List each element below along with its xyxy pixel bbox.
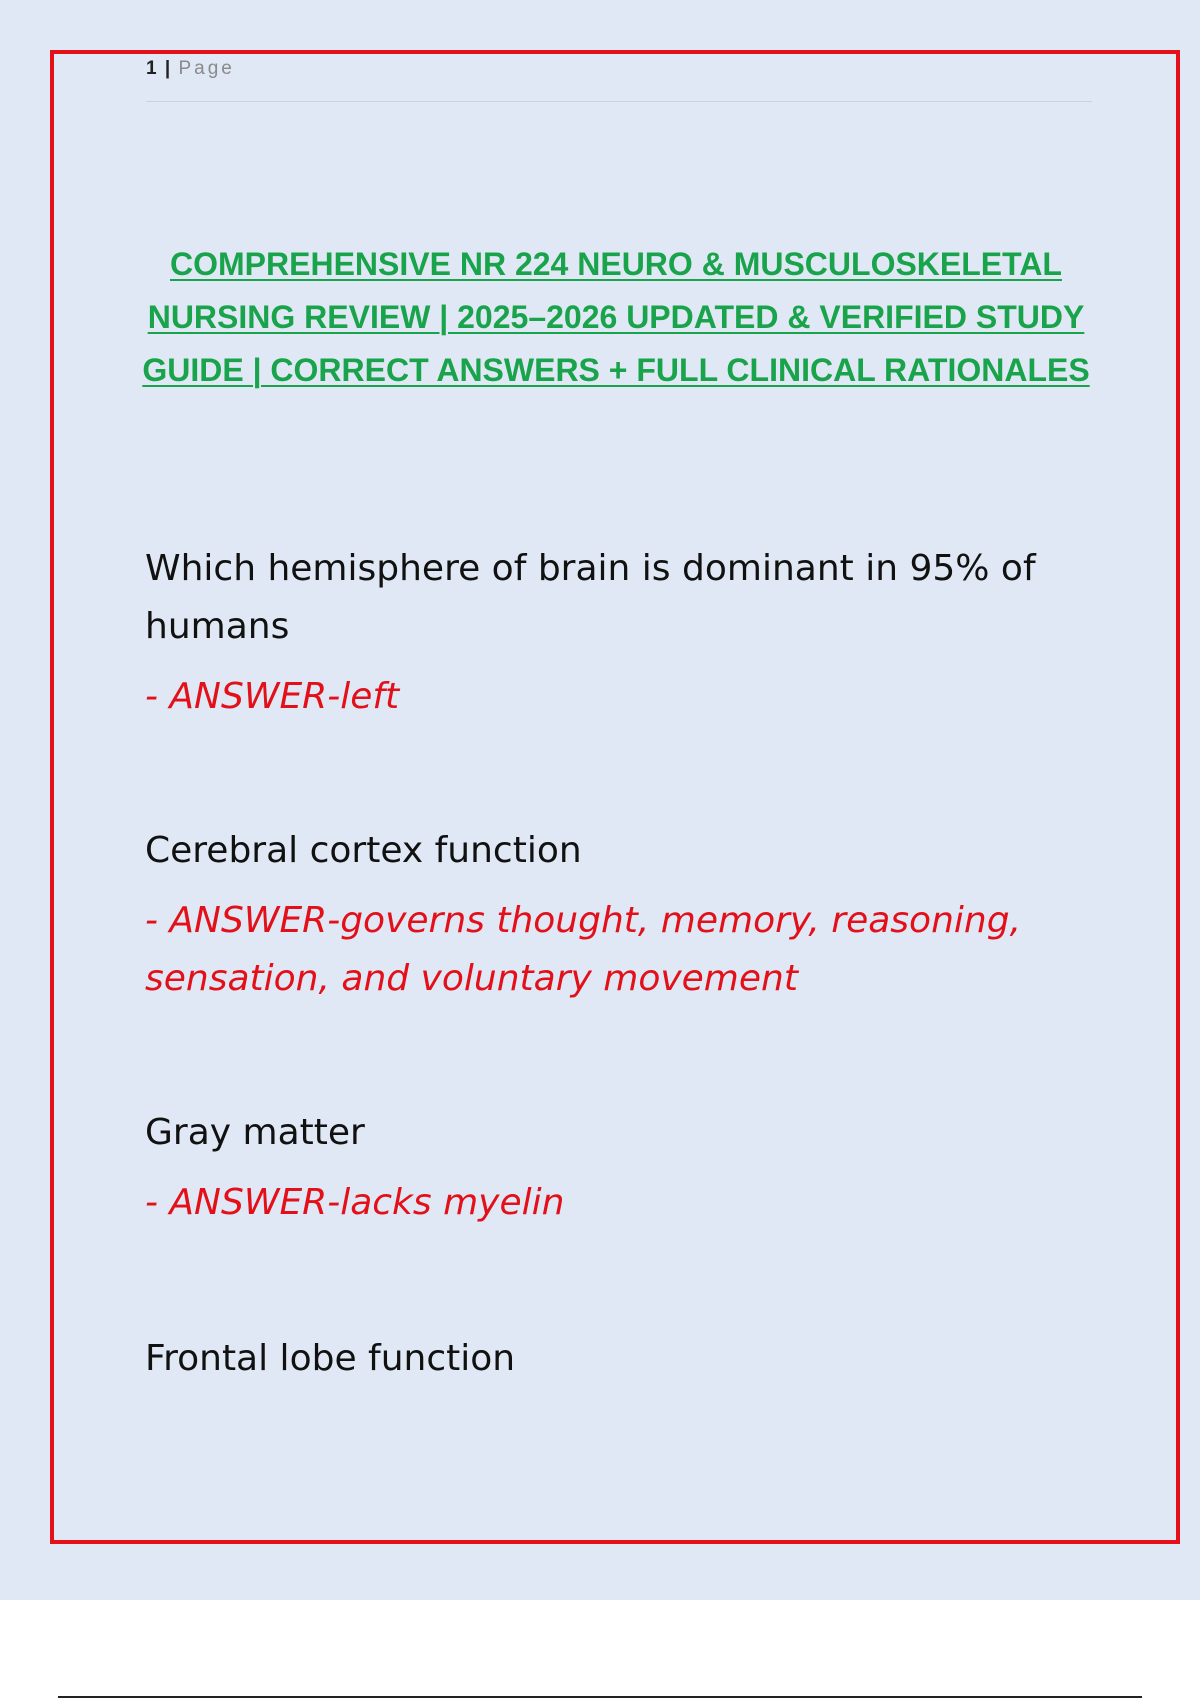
bottom-divider [58,1696,1142,1698]
qa-item-3 [145,1104,1095,1232]
page-number: 1 [146,58,157,79]
document-title: COMPREHENSIVE NR 224 NEURO & MUSCULOSKELETAL NURSING REVIEW | 2025–2026 UPDATED & VERIFIED STUDY GUIDE | CORRECT ANSWERS + FULL CLINICAL RATIONALES [142,246,1090,388]
qa-item-1 [145,540,1095,726]
qa-item-2 [145,822,1095,1008]
header-divider [146,101,1092,102]
page-header [146,58,235,80]
answer-text: - ANSWER-left [145,676,400,717]
page-separator: | [164,58,171,79]
question-text: Which hemisphere of brain is dominant in 95% of humans [145,548,1036,647]
answer-text: - ANSWER-governs thought, memory, reasoning, sensation, and voluntary movement [145,900,1022,999]
page-label: Page [178,58,235,79]
answer-text: - ANSWER-lacks myelin [145,1182,565,1223]
qa-item-4 [145,1330,1095,1388]
question-text: Gray matter [145,1112,365,1153]
question-text: Frontal lobe function [145,1338,516,1379]
question-text: Cerebral cortex function [145,830,582,871]
